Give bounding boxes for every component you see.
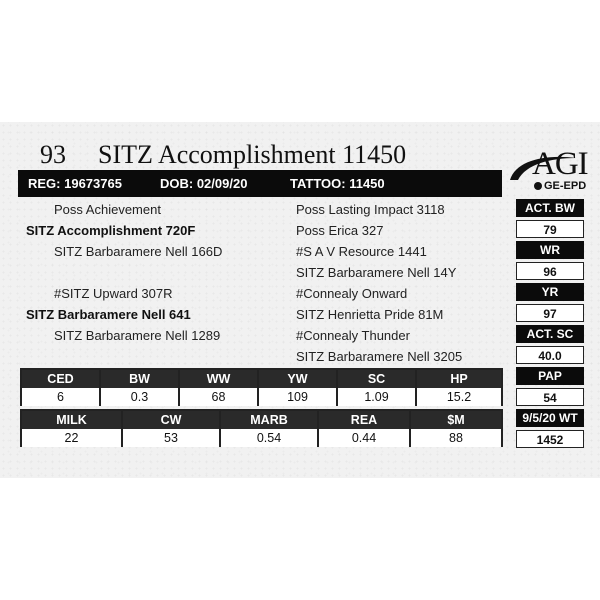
dam-sire: #SITZ Upward 307R: [54, 286, 173, 301]
epd-value-yw: 109: [259, 388, 336, 406]
pedigree-right-3: #S A V Resource 1441: [296, 244, 427, 259]
registration-bar: [18, 170, 502, 197]
sire-sire: Poss Achievement: [54, 202, 161, 217]
epd-value-cw: 53: [123, 429, 219, 447]
epd-header-dollar-m: $M: [411, 411, 501, 429]
animal-name: SITZ Accomplishment 11450: [98, 140, 407, 169]
wr-value: 96: [516, 262, 584, 280]
date-of-birth: DOB: 02/09/20: [160, 176, 248, 191]
epd-header-cw: CW: [123, 411, 219, 429]
epd-value-bw: 0.3: [101, 388, 178, 406]
pedigree-right-5: #Connealy Onward: [296, 286, 408, 301]
epd-value-sc: 1.09: [338, 388, 415, 406]
wr-label: WR: [516, 241, 584, 259]
pedigree-right-6: SITZ Henrietta Pride 81M: [296, 307, 444, 322]
epd-header-bw: BW: [101, 370, 178, 388]
epd-header-hp: HP: [417, 370, 501, 388]
weight-value: 1452: [516, 430, 584, 448]
epd-table-1: [20, 368, 503, 406]
sire: SITZ Accomplishment 720F: [26, 223, 196, 238]
pedigree-right-1: Poss Lasting Impact 3118: [296, 202, 445, 217]
act-sc-value: 40.0: [516, 346, 584, 364]
epd-value-hp: 15.2: [417, 388, 501, 406]
lot-number: 93: [40, 140, 66, 169]
epd-value-milk: 22: [22, 429, 121, 447]
dam: SITZ Barbaramere Nell 641: [26, 307, 191, 322]
act-bw-value: 79: [516, 220, 584, 238]
act-bw-label: ACT. BW: [516, 199, 584, 217]
pap-label: PAP: [516, 367, 584, 385]
epd-header-milk: MILK: [22, 411, 121, 429]
pedigree-right-8: SITZ Barbaramere Nell 3205: [296, 349, 463, 364]
act-sc-label: ACT. SC: [516, 325, 584, 343]
yr-value: 97: [516, 304, 584, 322]
epd-table-2: [20, 409, 503, 447]
logo-text: AGI: [532, 146, 588, 182]
epd-value-rea: 0.44: [319, 429, 409, 447]
pedigree-right-4: SITZ Barbaramere Nell 14Y: [296, 265, 457, 280]
epd-header-ced: CED: [22, 370, 99, 388]
pedigree-right-7: #Connealy Thunder: [296, 328, 410, 343]
epd-header-marb: MARB: [221, 411, 317, 429]
epd-value-marb: 0.54: [221, 429, 317, 447]
pap-value: 54: [516, 388, 584, 406]
epd-value-dollar-m: 88: [411, 429, 501, 447]
epd-value-ced: 6: [22, 388, 99, 406]
dam-dam: SITZ Barbaramere Nell 1289: [54, 328, 221, 343]
epd-header-rea: REA: [319, 411, 409, 429]
pedigree-right-2: Poss Erica 327: [296, 223, 384, 238]
tattoo: TATTOO: 11450: [290, 176, 385, 191]
yr-label: YR: [516, 283, 584, 301]
epd-header-ww: WW: [180, 370, 257, 388]
weight-date-label: 9/5/20 WT: [516, 409, 584, 427]
agi-logo: [506, 146, 596, 196]
sire-dam: SITZ Barbaramere Nell 166D: [54, 244, 223, 259]
epd-value-ww: 68: [180, 388, 257, 406]
epd-header-sc: SC: [338, 370, 415, 388]
epd-header-yw: YW: [259, 370, 336, 388]
reg-number: REG: 19673765: [28, 176, 122, 191]
logo-subtext: GE-EPD: [544, 180, 587, 192]
